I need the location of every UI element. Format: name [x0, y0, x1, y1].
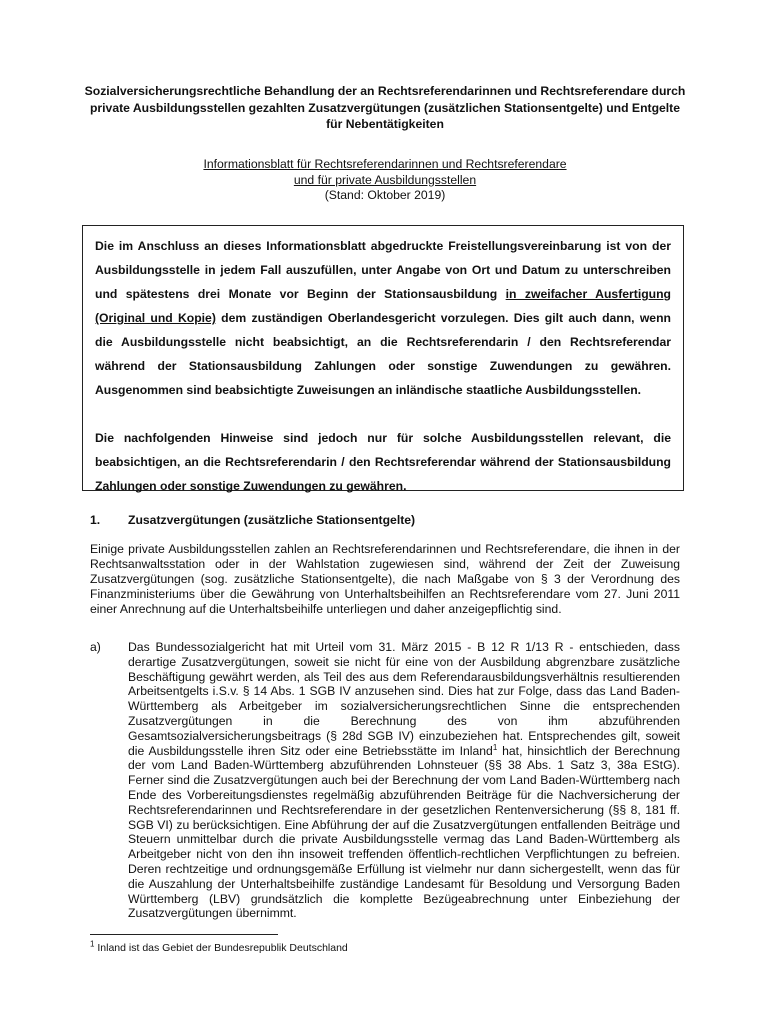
notice-paragraph-2: Die nachfolgenden Hinweise sind jedoch nur für solche Ausbildungsstellen relevant, die beabsichtigen, an die Rechtsreferendarin / den Rechtsreferendar während der Stationsausbildung Zahlungen oder sonstige Zuwendungen zu gewähren.	[95, 431, 671, 493]
list-item-text	[128, 640, 680, 921]
list-marker: a)	[90, 640, 101, 654]
item-a-text-end: hat, hinsichtlich der Berechnung der vom Land Baden-Württemberg abzuführenden Lohnsteuer (§§ 38 Abs. 1 Satz 3, 38a EStG). Ferner sind die Zusatzvergütungen auch bei der Berechnung der vom Land Baden-Württemberg nach Ende des Vorbereitungsdienstes regelmäßig abzuführenden Beiträge für die Nachversicherung der Rechtsreferendarinnen und Rechtsreferendare in der gesetzlichen Rentenversicherung (§§ 8, 181 ff. SGB VI) zu berücksichtigen. Eine Abführung der auf die Zusatzvergütungen entfallenden Beiträge und Steuern unmittelbar durch die private Ausbildungsstelle vermag das Land Baden-Württemberg als Arbeitgeber nicht von den ihn insoweit treffenden öffentlich-rechtlichen Verpflichtungen zu befreien. Deren rechtzeitige und ordnungsgemäße Erfüllung ist vielmehr nur dann sichergestellt, wenn das für die Auszahlung der Unterhaltsbeihilfe zuständige Landesamt für Besoldung und Versorgung Baden Württemberg (LBV) grundsätzlich die komplette Bezügeabrechnung unter Einbeziehung der Zusatzvergütungen übernimmt.	[128, 743, 681, 921]
notice-p1-text-start: Die im Anschluss an dieses Informationsblatt abgedruckte Freistellungsvereinbarung ist von der Ausbildungsstelle in jedem Fall auszufüllen, unter Angabe von Ort und Datum zu unterschreiben und spätestens drei Monate vor Beginn der Stationsausbildung	[95, 239, 671, 301]
info-subtitle	[82, 157, 688, 204]
section-paragraph: Einige private Ausbildungsstellen zahlen an Rechtsreferendarinnen und Rechtsreferendare, die ihnen in der Rechtsanwaltsstation oder in der Wahlstation zugewiesen sind, während der Zeit der Zuweisung Zusatzvergütungen (sog. zusätzliche Stationsentgelte), die nach Maßgabe von § 3 der Verordnung des Finanzministeriums über die Gewährung von Unterhaltsbeihilfen an Rechtsreferendare vom 27. Juni 2011 einer Anrechnung auf die Unterhaltsbeihilfe unterliegen und daher anzeigepflichtig sind.	[90, 542, 680, 616]
notice-box	[82, 225, 684, 491]
footnote-number: 1	[90, 939, 95, 949]
info-line-1: Informationsblatt für Rechtsreferendarinnen und Rechtsreferendare	[203, 157, 567, 171]
item-a-text-start: Das Bundessozialgericht hat mit Urteil vom 31. März 2015 - B 12 R 1/13 R - entschieden, dass derartige Zusatzvergütungen, soweit sie nicht für eine von der Ausbildung abgrenzbare zusätzliche Beschäftigung gewährt werden, als Teil des aus dem Referendarausbildungsverhältnis resultierenden Arbeitsentgelts i.S.v. § 14 Abs. 1 SGB IV anzusehen sind. Dies hat zur Folge, dass das Land Baden-Württemberg als Arbeitgeber im sozialversicherungsrechtlichen Sinne die entsprechenden Zusatzvergütungen in die Berechnung des von ihm abzuführenden Gesamtsozialversicherungsbeitrags (§ 28d SGB IV) einzubeziehen hat. Entsprechendes gilt, soweit die Ausbildungsstelle ihren Sitz oder eine Betriebsstätte im Inland	[128, 640, 680, 758]
section-heading	[90, 512, 415, 528]
footnote-reference: 1	[492, 742, 498, 752]
list-item-a	[90, 640, 680, 921]
notice-p1-underlined: in zweifacher Ausfertigung (Original und Kopie)	[95, 287, 671, 325]
document-title: Sozialversicherungsrechtliche Behandlung der an Rechtsreferendarinnen und Rechtsreferendare durch private Ausbildungsstellen gezahlten Zusatzvergütungen (zusätzlichen Stationsentgelte) und Entgelte für Nebentätigkeiten	[84, 84, 686, 131]
section-title: Zusatzvergütungen (zusätzliche Stationsentgelte)	[128, 513, 416, 527]
footnote-text: Inland ist das Gebiet der Bundesrepublik Deutschland	[94, 942, 348, 954]
footnote	[90, 939, 348, 955]
section-number: 1.	[90, 513, 101, 527]
notice-p1-text-end: dem zuständigen Oberlandesgericht vorzulegen. Dies gilt auch dann, wenn die Ausbildungsstelle nicht beabsichtigt, an die Rechtsreferendarin / den Rechtsreferendar während der Stationsausbildung Zahlungen oder sonstige Zuwendungen zu gewähren. Ausgenommen sind beabsichtigte Zuweisungen an inländische staatliche Ausbildungsstellen.	[95, 311, 671, 397]
notice-paragraph-1	[95, 234, 671, 402]
info-date: (Stand: Oktober 2019)	[324, 188, 446, 202]
info-line-2: und für private Ausbildungsstellen	[293, 172, 477, 187]
footnote-divider	[90, 934, 278, 935]
